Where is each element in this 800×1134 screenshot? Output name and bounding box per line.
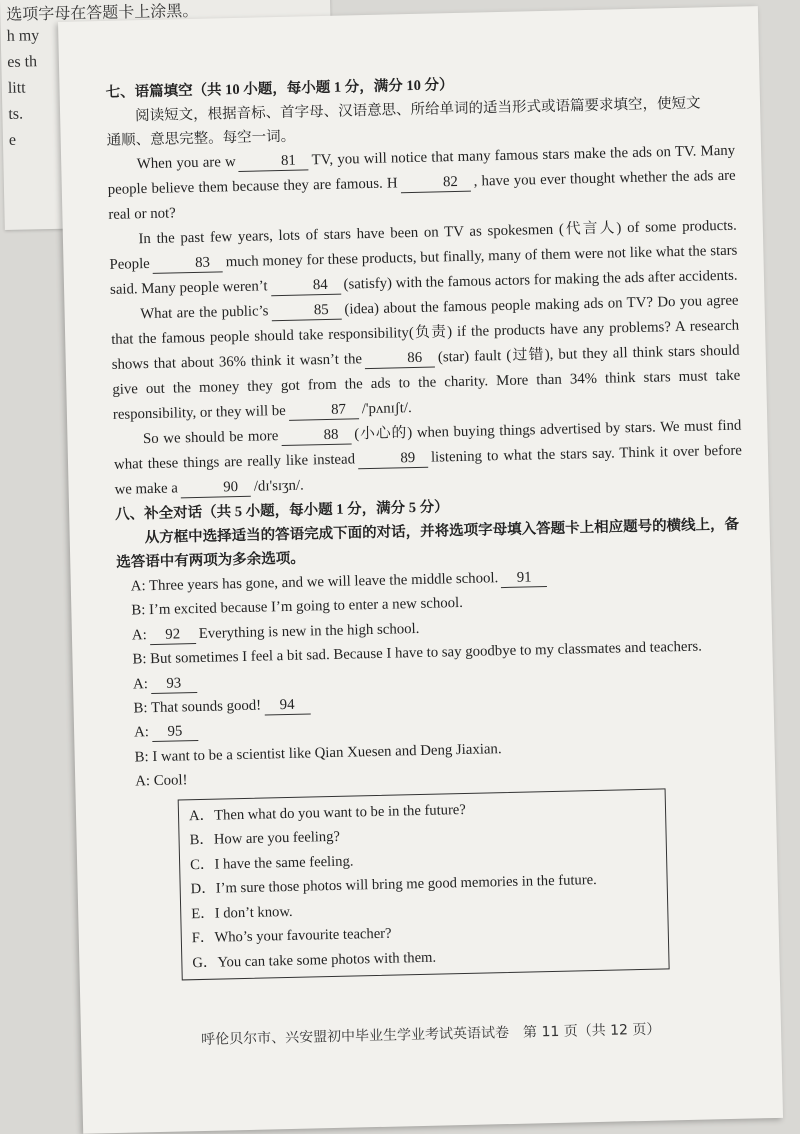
text: /dɪ'sɪʒn/. <box>253 477 304 495</box>
line-text: B: I want to be a scientist like Qian Xuesen and Deng Jiaxian. <box>134 740 502 766</box>
blank-89: 89 <box>358 449 428 470</box>
text: What are the public’s <box>140 303 269 323</box>
blank-82: 82 <box>400 173 470 194</box>
line-text: A: Three years has gone, and we will leave the middle school. <box>130 570 499 595</box>
page-footer: 呼伦贝尔市、兴安盟初中毕业生学业考试英语试卷 第 11 页（共 12 页） <box>200 1021 661 1049</box>
text: much money for these products, but finally, many of them were not like what the stars said. Many people weren’t <box>109 242 738 298</box>
blank-94: 94 <box>264 695 310 715</box>
blank-95: 95 <box>152 722 198 742</box>
option-b: B．How are you feeling? <box>189 828 341 849</box>
blank-92: 92 <box>150 625 196 645</box>
option-g: G．You can take some photos with them. <box>192 949 437 971</box>
option-a: A．Then what do you want to be in the future? <box>188 801 466 824</box>
blank-88: 88 <box>281 425 351 446</box>
passage-paragraph-1 <box>107 139 737 228</box>
blank-90: 90 <box>181 478 251 499</box>
text: (idea) about the famous people making ads on TV? Do you agree that the famous people should take responsibility(负责) if the products have any problems? A research shows that about 36% think it wasn’t the <box>111 292 740 373</box>
blank-91: 91 <box>501 568 547 588</box>
blank-81: 81 <box>238 151 308 172</box>
answer-options-box <box>178 788 670 981</box>
blank-85: 85 <box>271 301 341 322</box>
text: In the past few years, lots of stars have been on TV as spokesmen (代言人) of some products. People <box>109 217 737 273</box>
blank-83: 83 <box>153 253 223 274</box>
blank-87: 87 <box>289 400 359 421</box>
option-e: E．I don’t know. <box>191 903 293 922</box>
instruction-text: 从方框中选择适当的答语完成下面的对话，并将选项字母填入答题卡上相应题号的横线上，备选答语中有两项为多余选项。 <box>116 516 740 571</box>
text: listening to what the stars say. Think it over before we make a <box>114 442 743 498</box>
under-line: h my <box>6 27 40 45</box>
text: (satisfy) with the famous actors for making the ads after accidents. <box>343 267 738 293</box>
under-line: es th <box>7 53 38 71</box>
text: (小心的) when buying things advertised by stars. We must find what these things are really like instead <box>113 417 742 473</box>
option-f: F．Who’s your favourite teacher? <box>191 925 392 947</box>
option-c: C．I have the same feeling. <box>189 853 354 873</box>
dialog <box>117 561 750 795</box>
line-text: A: Cool! <box>135 772 188 790</box>
under-line: litt <box>7 79 26 97</box>
under-line: ts. <box>8 105 24 123</box>
page-content <box>105 67 753 982</box>
blank-93: 93 <box>151 674 197 694</box>
text: , have you ever thought whether the ads are real or not? <box>108 167 736 223</box>
section-7-title: 七、语篇填空（共 10 小题，每小题 1 分，满分 10 分） <box>105 77 454 101</box>
passage-paragraph-4 <box>113 414 743 503</box>
passage-paragraph-2 <box>109 214 739 303</box>
option-d: D．I’m sure those photos will bring me good memories in the future. <box>190 872 597 898</box>
text: When you are w <box>136 154 236 173</box>
text: (star) fault (过错), but they all think stars should give out the money they got from the ads to the charity. More than 34% think stars must take responsibility, or they will be <box>112 342 741 423</box>
text: So we should be more <box>142 428 279 448</box>
line-text: B: I’m excited because I’m going to enter a new school. <box>131 595 464 619</box>
text: /'pʌnɪʃt/. <box>361 400 412 418</box>
section-8-title: 八、补全对话（共 5 小题，每小题 1 分，满分 5 分） <box>115 499 449 523</box>
line-text: B: But sometimes I feel a bit sad. Because I have to say goodbye to my classmates and teachers. <box>132 638 703 668</box>
passage-paragraph-3 <box>110 289 741 428</box>
exam-page <box>58 6 783 1134</box>
line-text: Everything is new in the high school. <box>198 620 420 642</box>
under-line: e <box>8 131 17 149</box>
text: TV, you will notice that many famous stars make the ads on TV. Many people believe them because they are famous. H <box>107 142 736 198</box>
blank-84: 84 <box>270 276 340 297</box>
blank-86: 86 <box>365 349 435 370</box>
under-line: 选项字母在答题卡上涂黑。 <box>6 2 199 24</box>
line-text: A: <box>132 675 149 693</box>
instruction-line-2: 通顺、意思完整。每空一词。 <box>106 128 296 149</box>
instruction-line-1: 阅读短文，根据音标、首字母、汉语意思、所给单词的适当形式或语篇要求填空，使短文 <box>134 95 701 125</box>
line-text: A: <box>131 626 147 644</box>
line-text: A: <box>133 724 150 741</box>
line-text: B: That sounds good! <box>133 697 262 717</box>
